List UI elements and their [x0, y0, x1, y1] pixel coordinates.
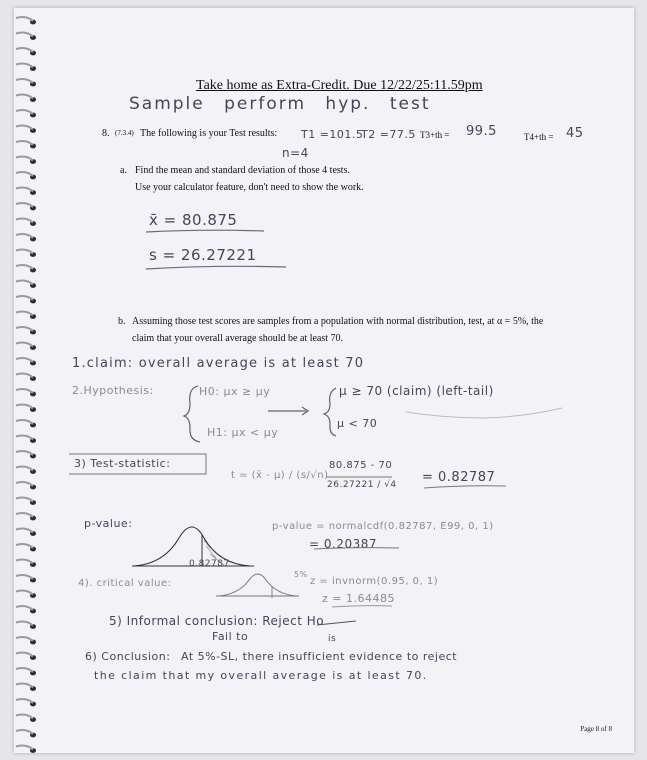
step3-test-statistic-label: 3) Test-statistic: [74, 457, 171, 470]
assignment-title: Take home as Extra-Credit. Due 12/22/25:11.59pm [196, 78, 483, 93]
h0-right: μ ≥ 70 (claim) (left-tail) [339, 384, 494, 398]
curve-t-label: 0.82787 [189, 559, 230, 569]
informal-fail-to: Fail to [212, 630, 249, 643]
test-3-label: T3+th = [420, 130, 450, 140]
test-1-score: T1 =101.5 [301, 128, 364, 141]
sample-size: n=4 [282, 146, 309, 160]
part-b-line1: Assuming those test scores are samples from a population with normal distribution, test, at α = 5%, the [132, 316, 544, 327]
sd-answer: s = 26.27221 [149, 246, 257, 264]
part-b-line2: claim that your overall average should be at least 70. [132, 333, 344, 344]
step6-conclusion-label: 6) Conclusion: [85, 650, 171, 663]
problem-prompt: The following is your Test results: [140, 128, 278, 139]
test-3-score: 99.5 [466, 124, 497, 139]
h1-right: μ < 70 [337, 417, 378, 430]
conclusion-line2: the claim that my overall average is at least 70. [94, 669, 428, 682]
t-substitution-bottom: 26.27221 / √4 [327, 480, 397, 490]
part-a-line2: Use your calculator feature, don't need to show the work. [135, 182, 364, 193]
pvalue-calc: p-value = normalcdf(0.82787, E99, 0, 1) [272, 521, 494, 532]
pvalue-label: p-value: [84, 517, 133, 530]
test-4-label: T4+th = [524, 132, 554, 142]
t-value: = 0.82787 [422, 470, 496, 485]
critical-alpha-label: 5% [294, 570, 308, 579]
conclusion-line1: At 5%-SL, there insufficient evidence to reject [181, 650, 458, 663]
reject-strikethrough [14, 8, 634, 753]
pvalue-result: = 0.20387 [309, 537, 377, 551]
step5-informal-conclusion: 5) Informal conclusion: Reject Ho [109, 614, 325, 628]
conclusion-insert-is: is [328, 634, 337, 644]
problem-number: 8. [102, 128, 110, 139]
step1-claim: 1.claim: overall average is at least 70 [72, 356, 365, 371]
part-a-label: a. [120, 165, 127, 176]
page-number: Page 8 of 8 [580, 725, 612, 733]
t-formula: t = (x̄ - μ) / (s/√n) [231, 470, 329, 481]
critical-result: z = 1.64485 [322, 592, 395, 605]
problem-tag: (7.3.4) [115, 129, 134, 137]
critical-calc: z = invnorm(0.95, 0, 1) [310, 576, 439, 587]
part-a-line1: Find the mean and standard deviation of those 4 tests. [135, 165, 350, 176]
annotation-sample: Sample perform hyp. test [129, 94, 431, 114]
h0-left: H0: μx ≥ μy [199, 385, 271, 398]
part-b-label: b. [118, 316, 126, 327]
step2-hypothesis-label: 2.Hypothesis: [72, 384, 154, 397]
test-4-score: 45 [566, 126, 584, 141]
worksheet-page [14, 8, 634, 753]
mean-answer: x̄ = 80.875 [149, 211, 238, 229]
test-2-score: T2 =77.5 [361, 128, 416, 141]
h1-left: H1: μx < μy [207, 426, 279, 439]
step4-critical-value-label: 4). critical value: [78, 578, 172, 589]
t-substitution-top: 80.875 - 70 [329, 460, 393, 471]
